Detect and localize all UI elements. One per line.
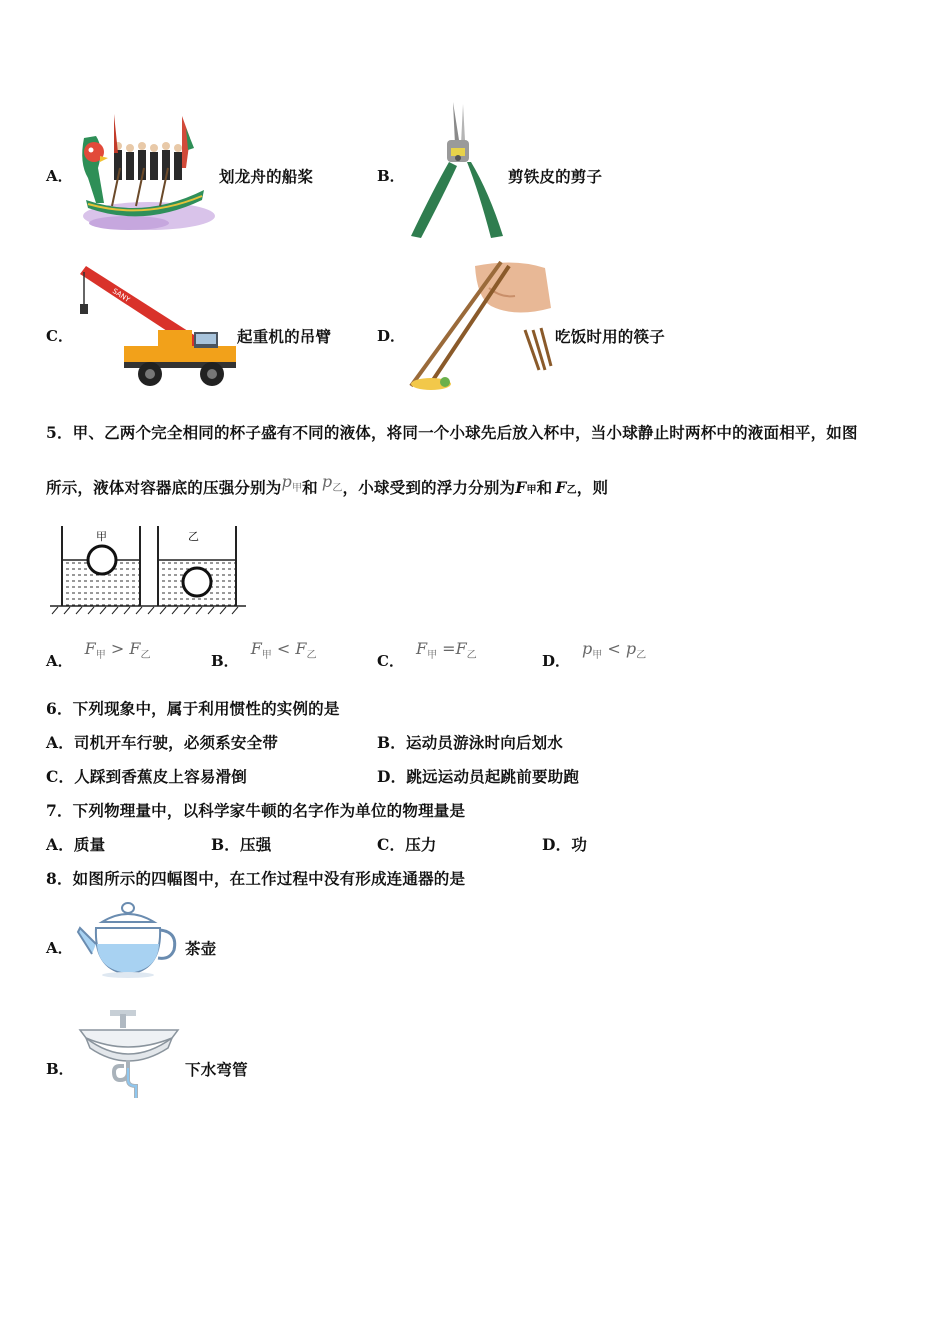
q6-option-a[interactable]: A．司机开车行驶，必须系安全带 [46, 733, 279, 752]
q5-option-c-letter: C． [377, 652, 404, 670]
crane-truck-icon [72, 262, 238, 388]
q5-option-b-letter: B． [211, 652, 239, 670]
q7-option-a[interactable]: A．质量 [46, 835, 106, 854]
chopsticks-icon [405, 258, 553, 390]
q8-option-a-caption: 茶壶 [185, 939, 217, 958]
q5-stem-line2 [46, 472, 609, 506]
svg-text:SANY: SANY [110, 286, 132, 304]
symbol-p-jia: $p_甲$ [281, 472, 303, 495]
q5-line2-text-b: ，小球受到的浮力分别为 [342, 478, 516, 497]
teapot-icon [76, 898, 180, 980]
q5-option-d-expr: $p_甲 < p_乙$ [582, 639, 647, 662]
q5-option-b-expr: $F_甲 < F_乙$ [250, 639, 317, 662]
q4-option-d-letter: D． [377, 327, 406, 345]
q5-sub-yi2: 乙 [566, 485, 577, 496]
q7-option-b[interactable]: B．压强 [211, 835, 272, 854]
sink-drain-icon [76, 1008, 182, 1100]
cup-label-yi: 乙 [188, 530, 199, 543]
q6-option-d[interactable]: D．跳远运动员起跳前要助跑 [377, 767, 580, 786]
q5-option-d[interactable] [542, 638, 647, 670]
q5-and: 和 [302, 478, 318, 497]
q6-option-c[interactable]: C．人踩到香蕉皮上容易滑倒 [46, 767, 247, 786]
q5-and2: 和 [536, 478, 553, 497]
q4-option-c-letter: C． [46, 327, 73, 345]
q4-option-d-caption: 吃饭时用的筷子 [555, 327, 665, 346]
q5-option-a[interactable] [46, 638, 151, 670]
q5-option-a-letter: A． [46, 652, 73, 670]
q4-option-b-caption: 剪铁皮的剪子 [508, 167, 603, 186]
q4-option-a-letter: A． [46, 167, 73, 185]
two-cups-diagram [48, 524, 248, 616]
q7-option-d[interactable]: D．功 [542, 835, 588, 854]
q5-option-b[interactable] [211, 638, 317, 670]
q5-option-c[interactable] [377, 638, 477, 670]
q7-stem: 7．下列物理量中，以科学家牛顿的名字作为单位的物理量是 [46, 801, 466, 820]
q4-option-a-caption: 划龙舟的船桨 [219, 167, 314, 186]
q8-option-a-letter: A． [46, 939, 73, 957]
q8-option-b-caption: 下水弯管 [185, 1060, 248, 1079]
q6-option-b[interactable]: B．运动员游泳时向后划水 [377, 733, 564, 752]
q5-line2-text-c: ，则 [576, 478, 609, 497]
symbol-F-2: F [555, 478, 567, 497]
q5-option-a-expr: $F_甲 > F_乙$ [84, 639, 151, 662]
q8-option-b-letter: B． [46, 1060, 74, 1078]
q5-stem-line1: 5．甲、乙两个完全相同的杯子盛有不同的液体，将同一个小球先后放入杯中，当小球静止时两杯中的液面相平，如图 [46, 423, 858, 442]
q8-stem: 8．如图所示的四幅图中，在工作过程中没有形成连通器的是 [46, 869, 466, 888]
dragon-boat-icon [74, 108, 216, 236]
q7-option-c[interactable]: C．压力 [377, 835, 437, 854]
tin-snips-icon [403, 100, 507, 242]
q4-option-b-letter: B． [377, 167, 405, 185]
q5-sub-jia2: 甲 [526, 485, 537, 496]
q4-option-c-caption: 起重机的吊臂 [237, 327, 332, 346]
q5-option-c-expr: $F_甲 =F_乙$ [415, 639, 477, 662]
cup-label-jia: 甲 [96, 530, 107, 543]
q5-option-d-letter: D． [542, 652, 571, 670]
symbol-F-1: F [515, 478, 527, 497]
q5-line2-text-a: 所示，液体对容器底的压强分别为 [46, 478, 282, 497]
q6-stem: 6．下列现象中，属于利用惯性的实例的是 [46, 699, 340, 718]
symbol-p-yi: $p_乙$ [321, 472, 343, 495]
